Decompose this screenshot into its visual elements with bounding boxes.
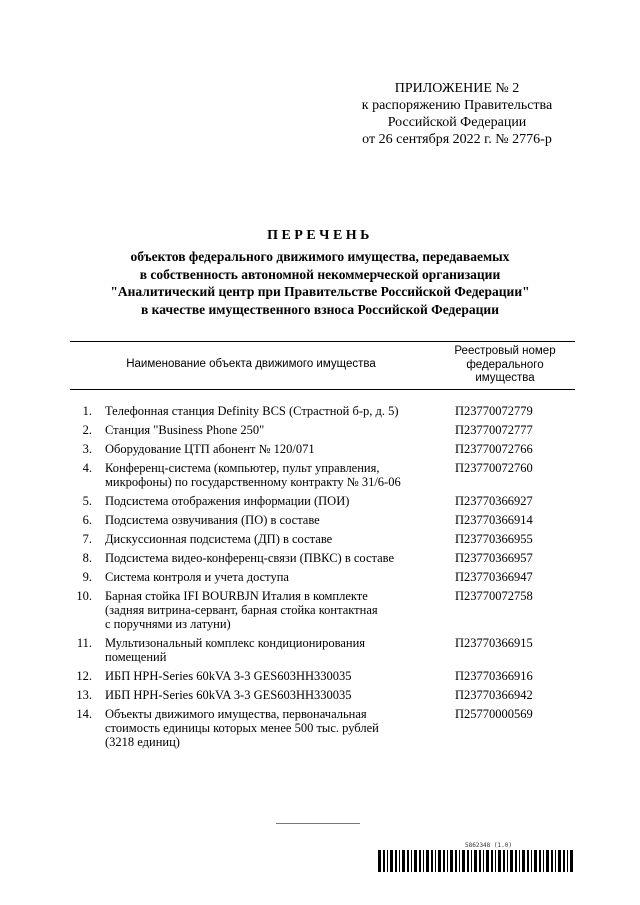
barcode-caption: 5862348 (1.0) (465, 842, 512, 849)
item-name-line: (3218 единиц) (105, 735, 180, 749)
list-item (70, 707, 575, 749)
item-name (105, 442, 435, 456)
item-number: 14. (76, 707, 92, 721)
barcode-bar (383, 850, 385, 872)
item-registry-number: П23770072758 (455, 589, 533, 603)
document-subtitle (0, 248, 640, 318)
item-number: 12. (76, 669, 92, 683)
barcode-bar (395, 850, 397, 872)
list-item (70, 532, 575, 546)
barcode-bar (390, 850, 393, 872)
item-name (105, 494, 435, 508)
barcode-bar (486, 850, 489, 872)
item-number: 8. (82, 551, 92, 565)
barcode-bar (491, 850, 493, 872)
list-item (70, 570, 575, 584)
list-item (70, 551, 575, 565)
item-name-line: Станция "Business Phone 250" (105, 423, 265, 437)
items-list (70, 404, 575, 754)
item-name-line: Барная стойка IFI BOURBJN Италия в комплекте (105, 589, 368, 603)
item-number: 5. (82, 494, 92, 508)
barcode-bar (534, 850, 537, 872)
barcode-bar (527, 850, 529, 872)
item-registry-number: П23770072760 (455, 461, 533, 475)
list-item (70, 423, 575, 437)
item-number: 6. (82, 513, 92, 527)
item-name (105, 513, 435, 527)
barcode-bar (522, 850, 525, 872)
item-name (105, 570, 435, 584)
subtitle-line-4: в качестве имущественного взноса Российской Федерации (141, 301, 499, 317)
column-header-registry (435, 345, 575, 386)
barcode-bar (474, 850, 477, 872)
item-name-line: Подсистема озвучивания (ПО) в составе (105, 513, 320, 527)
barcode-bar (378, 850, 381, 872)
column-header-name: Наименование объекта движимого имущества (126, 358, 376, 370)
appendix-title: ПРИЛОЖЕНИЕ № 2 (394, 81, 520, 96)
item-name (105, 589, 435, 631)
item-name-line: Мультизональный комплекс кондиционирования (105, 636, 366, 650)
item-name-line: (задняя витрина-сервант, барная стойка контактная (105, 603, 378, 617)
barcode-bar (455, 850, 457, 872)
barcode-bar (426, 850, 429, 872)
item-name-line: стоимость единицы которых менее 500 тыс. рублей (105, 721, 379, 735)
barcode-bar (503, 850, 505, 872)
barcode-bar (419, 850, 421, 872)
list-item (70, 461, 575, 489)
item-number: 11. (76, 636, 92, 650)
list-item (70, 669, 575, 683)
barcode-bar (515, 850, 517, 872)
list-item (70, 688, 575, 702)
item-name (105, 688, 435, 702)
item-number: 13. (76, 688, 92, 702)
item-name-line: Система контроля и учета доступа (105, 570, 289, 584)
document-title: ПЕРЕЧЕНЬ (267, 228, 373, 243)
item-registry-number: П23770366927 (455, 494, 533, 508)
barcode-bar (570, 850, 573, 872)
barcode-bar (450, 850, 453, 872)
appendix-block (340, 80, 574, 148)
column-header-registry-line-2: федерального (466, 358, 544, 371)
subtitle-line-3: "Аналитический центр при Правительстве Российской Федерации" (110, 284, 530, 299)
barcode-bar (423, 850, 424, 872)
barcode-bar (402, 850, 405, 872)
item-number: 2. (82, 423, 92, 437)
table-header (70, 341, 575, 390)
barcode-bar (495, 850, 496, 872)
item-registry-number: П23770366947 (455, 570, 533, 584)
barcode-bar (399, 850, 400, 872)
item-number: 9. (82, 570, 92, 584)
list-item (70, 494, 575, 508)
item-name (105, 551, 435, 565)
barcode-bar (471, 850, 472, 872)
item-number: 7. (82, 532, 92, 546)
barcode-bar (558, 850, 561, 872)
barcode-bar (431, 850, 433, 872)
item-name-line: Подсистема видео-конференц-связи (ПВКС) в составе (105, 551, 395, 565)
item-name (105, 404, 435, 418)
item-registry-number: П23770072766 (455, 442, 533, 456)
barcode-bar (447, 850, 448, 872)
item-number: 4. (82, 461, 92, 475)
item-name (105, 669, 435, 683)
barcode-bar (407, 850, 409, 872)
barcode-bar (567, 850, 568, 872)
barcode-bar (443, 850, 445, 872)
item-registry-number: П23770366915 (455, 636, 533, 650)
item-number: 3. (82, 442, 92, 456)
barcode-bar (519, 850, 520, 872)
item-name-line: Объекты движимого имущества, первоначальная (105, 707, 367, 721)
item-name-line: Конференц-система (компьютер, пульт управления, (105, 461, 380, 475)
item-registry-number: П23770366955 (455, 532, 533, 546)
item-name-line: Дискуссионная подсистема (ДП) в составе (105, 532, 333, 546)
item-name-line: Оборудование ЦТП абонент № 120/071 (105, 442, 315, 456)
barcode-bar (531, 850, 532, 872)
barcode-bar (479, 850, 481, 872)
barcode-bar (411, 850, 412, 872)
item-name-line: ИБП HPH-Series 60kVA 3-3 GES603HH330035 (105, 688, 352, 702)
barcode-bar (551, 850, 553, 872)
item-registry-number: П23770366914 (455, 513, 533, 527)
item-name (105, 423, 435, 437)
item-name (105, 707, 435, 749)
barcode-bar (498, 850, 501, 872)
subtitle-line-1: объектов федерального движимого имущества, передаваемых (130, 249, 510, 264)
list-item (70, 404, 575, 418)
barcode-bar (539, 850, 541, 872)
column-header-registry-line-3: имущества (475, 372, 535, 384)
item-registry-number: П23770366916 (455, 669, 533, 683)
subtitle-line-2: в собственность автономной некоммерческой организации (139, 266, 501, 282)
barcode-bar (543, 850, 544, 872)
barcode-bar (467, 850, 469, 872)
barcode-bar (414, 850, 417, 872)
column-header-registry-line-1: Реестровый номер (454, 345, 556, 357)
appendix-line-1: к распоряжению Правительства (361, 98, 553, 113)
barcode-bar (563, 850, 565, 872)
item-registry-number: П23770072779 (455, 404, 533, 418)
end-separator (276, 823, 360, 824)
appendix-line-2: Российской Федерации (387, 115, 527, 130)
item-number: 1. (82, 404, 92, 418)
barcode-bar (459, 850, 460, 872)
item-name (105, 532, 435, 546)
item-name-line: Телефонная станция Definity BCS (Страстной б-р, д. 5) (105, 404, 399, 418)
item-name-line: с поручнями из латуни) (105, 617, 231, 631)
item-registry-number: П23770366957 (455, 551, 533, 565)
barcode-bar (555, 850, 556, 872)
list-item (70, 442, 575, 456)
barcode-bar (483, 850, 484, 872)
barcode-bar (510, 850, 513, 872)
item-name-line: микрофоны) по государственному контракту № 31/6-06 (105, 475, 401, 489)
barcode-bar (435, 850, 436, 872)
barcode-bar (462, 850, 465, 872)
barcode-bar (507, 850, 508, 872)
barcode-bar (438, 850, 441, 872)
item-name-line: ИБП HPH-Series 60kVA 3-3 GES603HH330035 (105, 669, 352, 683)
barcode-bar (546, 850, 549, 872)
item-name-line: помещений (105, 650, 167, 664)
list-item (70, 513, 575, 527)
item-registry-number: П23770366942 (455, 688, 533, 702)
item-registry-number: П23770072777 (455, 423, 533, 437)
list-item (70, 636, 575, 664)
item-number: 10. (76, 589, 92, 603)
item-name (105, 461, 435, 489)
list-item (70, 589, 575, 631)
item-name-line: Подсистема отображения информации (ПОИ) (105, 494, 350, 508)
barcode-bar (387, 850, 388, 872)
appendix-line-3: от 26 сентября 2022 г. № 2776-р (362, 132, 552, 147)
item-registry-number: П25770000569 (455, 707, 533, 721)
item-name (105, 636, 435, 664)
barcode-image (378, 850, 574, 872)
